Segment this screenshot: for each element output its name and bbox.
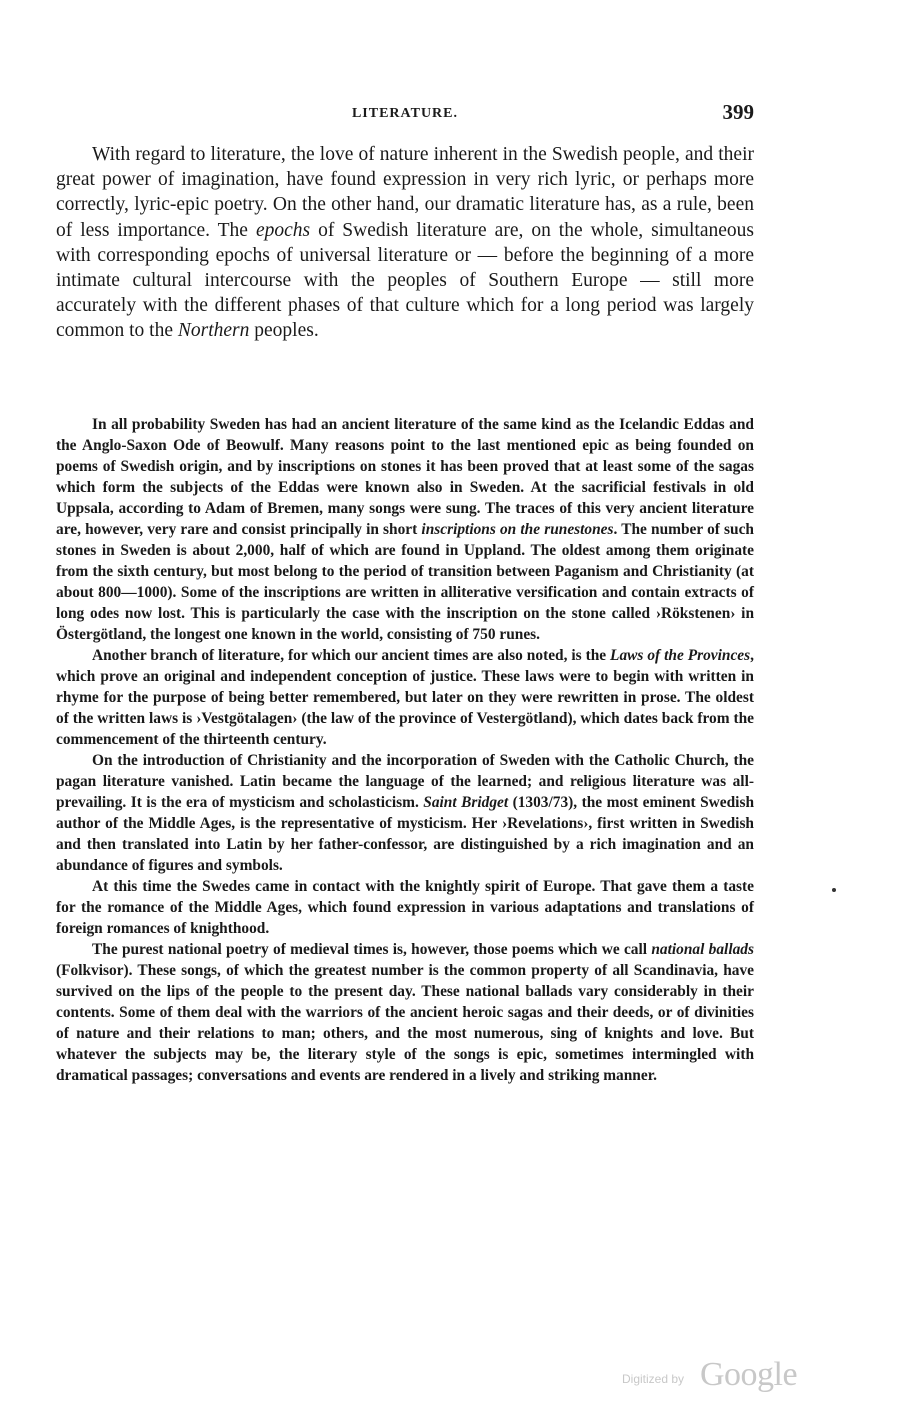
intro-text-part: peoples.: [249, 320, 319, 342]
running-title: LITERATURE.: [351, 106, 459, 121]
paragraph-text: (1303/73), the most eminent Swedish author of the Middle Ages, is the representative of mysticism. Her ›Revelations›, first written in Swedish and then translated into Latin by her father-confessor, are distinguished by a rich imagination and an abundance of figures and symbols.: [56, 794, 755, 874]
intro-emphasis-northern: Northern: [177, 320, 250, 342]
paragraph-text: . The number of such stones in Sweden is about 2,000, half of which are found in Uppland. The oldest among them originate from the sixth century, but most belong to the period of transition between Paganism and Christianity (at about 800—1000). Some of the inscriptions are written in alliterative versification and contain extracts of long odes now lost. This is particularly the case with the inscription on the stone called ›Rökstenen› in Östergötland, the longest one known in the world, consisting of 750 runes.: [56, 521, 754, 643]
intro-text: [56, 142, 754, 344]
intro-text-part: With regard to literature, the love of nature inherent in the Swedish people, and their great power of imagination, have found expression in very rich lyric, or perhaps more correctly, lyric-epic poetry. On the other hand, our dramatic literature has, as a rule, been of less importance. The: [56, 144, 754, 241]
paragraph-text: At this time the Swedes came in contact with the knightly spirit of Europe. That gave them a taste for the romance of the Middle Ages, which found expression in various adaptations and translations of foreign romances of knighthood.: [56, 878, 754, 937]
emphasis-runestones: inscriptions on the runestones: [421, 521, 614, 538]
paragraph-knighthood: [56, 876, 754, 939]
paragraph-runestones: [56, 414, 754, 645]
watermark-small-text: Digitized by: [622, 1372, 685, 1386]
google-logo: Google: [700, 1356, 798, 1393]
intro-text-part: of Swedish literature are, on the whole, simultaneous with corresponding epochs of universal literature or — before the beginning of a more intimate cultural intercourse with the peoples of Southern Europe — still more accurately with the different phases of that culture which for a long period was largely common to the: [56, 219, 754, 342]
emphasis-national-ballads: national ballads: [651, 941, 754, 958]
paragraph-text: (Folkvisor). These songs, of which the greatest number is the common property of all Scandinavia, have survived on the lips of the people to the present day. These national ballads vary considerably in their contents. Some of them deal with the warriors of the ancient heroic sagas and their deeds, or of divinities of nature and their relations to man; others, and the most numerous, sing of knights and love. But whatever the subjects may be, the literary style of the songs is epic, sometimes intermingled with dramatical passages; conversations and events are rendered in a lively and striking manner.: [56, 962, 754, 1084]
page-number: 399: [722, 100, 754, 124]
emphasis-saint-bridget: Saint Bridget: [423, 794, 509, 811]
paragraph-text: On the introduction of Christianity and the incorporation of Sweden with the Catholic Church, the pagan literature vanished. Latin became the language of the learned; and religious literature was all-prevailing. It is the era of mysticism and scholasticism.: [56, 752, 754, 811]
paragraph-ballads: [56, 939, 754, 1086]
body-text: [56, 414, 754, 1086]
emphasis-laws: Laws of the Provinces: [610, 647, 751, 664]
paragraph-text: In all probability Sweden has had an ancient literature of the same kind as the Icelandic Eddas and the Anglo-Saxon Ode of Beowulf. Many reasons point to the last mentioned epic as being founded on poems of Swedish origin, and by inscriptions on stones it has been proved that at least some of the sagas which form the subjects of the Eddas were known also in Sweden. At the sacrificial festivals in old Uppsala, according to Adam of Bremen, many songs were sung. The traces of this very ancient literature are, however, very rare and consist principally in short: [56, 416, 754, 538]
ink-speck: [832, 888, 836, 892]
paragraph-text: Another branch of literature, for which our ancient times are also noted, is the: [92, 647, 611, 664]
digitized-watermark: [622, 1354, 812, 1394]
paragraph-text: The purest national poetry of medieval times is, however, those poems which we call: [92, 941, 652, 958]
paragraph-text: , which prove an original and independent conception of justice. These laws were to begin with written in rhyme for the purpose of being better remembered, but later on they were rewritten in prose. The oldest of the written laws is ›Vestgötalagen› (the law of the province of Vestergötland), which dates back from the commencement of the thirteenth century.: [56, 647, 754, 748]
running-head: [56, 100, 754, 130]
intro-paragraph: [56, 142, 754, 344]
paragraph-christianity: [56, 750, 754, 876]
paragraph-laws: [56, 645, 754, 750]
intro-emphasis-epochs: epochs: [255, 219, 311, 241]
